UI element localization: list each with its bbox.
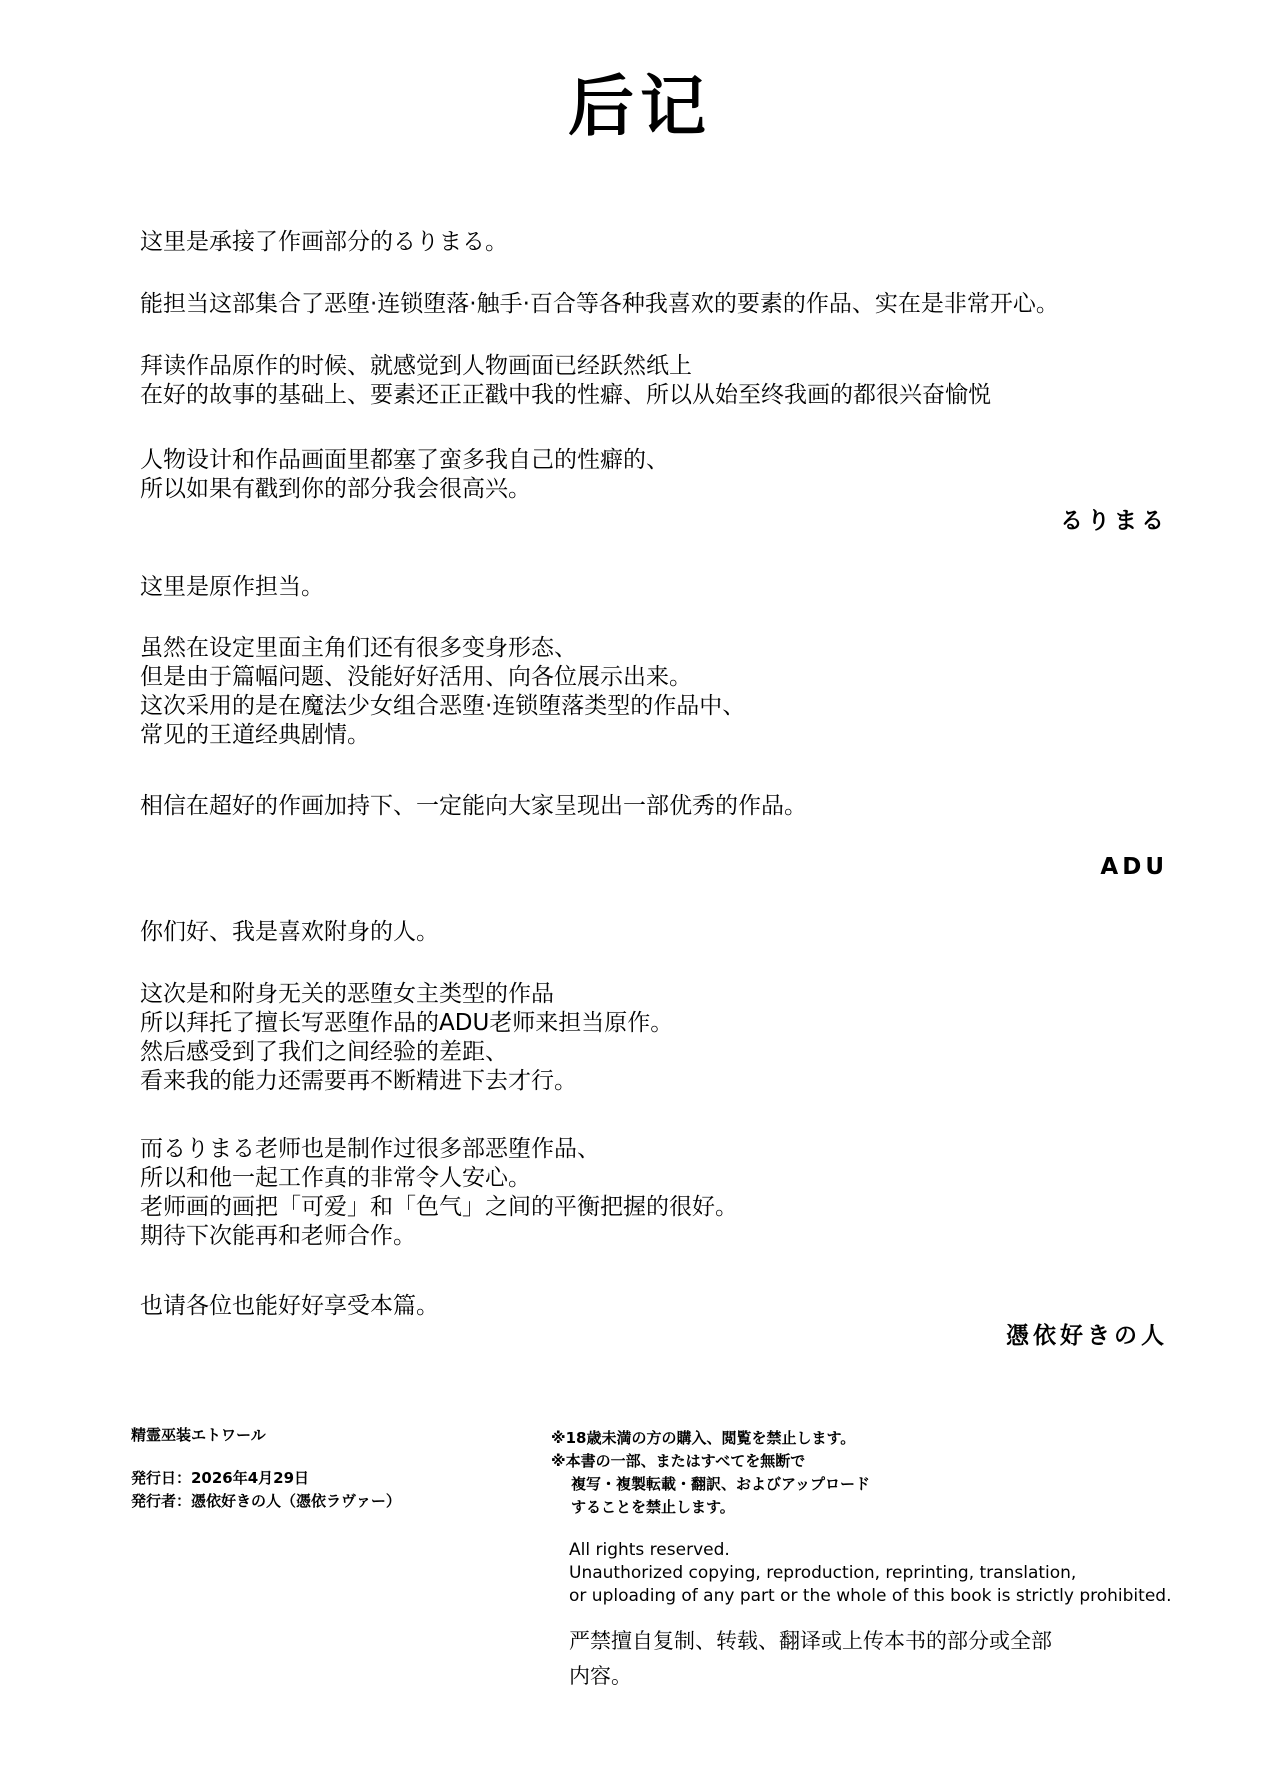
- signature-rurimaru: るりまる: [1060, 508, 1168, 534]
- section-3-para-4: [140, 1292, 1180, 1321]
- copyright-notice-en-2: Unauthorized copying, reproduction, reprinting, translation,: [569, 1563, 1077, 1583]
- text-line: 拜读作品原作的时候、就感觉到人物画面已经跃然纸上: [140, 353, 692, 379]
- text-line: 看来我的能力还需要再不断精进下去才行。: [140, 1068, 577, 1094]
- text-line: 常见的王道经典剧情。: [140, 722, 370, 748]
- section-1-para-3: [140, 352, 1180, 410]
- text-line: 而るりまる老师也是制作过很多部恶堕作品、: [140, 1136, 600, 1162]
- copyright-notice-jp-1: ※本書の一部、またはすべてを無断で: [551, 1452, 806, 1470]
- section-3-para-2: [140, 980, 1180, 1096]
- text-line: 这里是承接了作画部分的るりまる。: [140, 229, 508, 255]
- text-line: 也请各位也能好好享受本篇。: [140, 1293, 439, 1319]
- copyright-notice-cn-1: 严禁擅自复制、转载、翻译或上传本书的部分或全部: [569, 1629, 1052, 1653]
- copyright-notice-jp-2: 複写・複製転載・翻訳、およびアップロード: [571, 1475, 870, 1493]
- signature-hyoui: 憑依好きの人: [1006, 1323, 1168, 1349]
- text-line: 虽然在设定里面主角们还有很多变身形态、: [140, 635, 577, 661]
- copyright-notice-jp-3: することを禁止します。: [571, 1498, 735, 1516]
- text-line: 老师画的画把「可爱」和「色气」之间的平衡把握的很好。: [140, 1194, 738, 1220]
- text-line: 能担当这部集合了恶堕·连锁堕落·触手·百合等各种我喜欢的要素的作品、实在是非常开心。: [140, 291, 1059, 317]
- page-title: 后记: [568, 68, 712, 145]
- book-title: 精霊巫装エトワール: [131, 1426, 266, 1444]
- copyright-notice-en-3: or uploading of any part or the whole of this book is strictly prohibited.: [569, 1586, 1172, 1606]
- text-line: 所以拜托了擅长写恶堕作品的ADU老师来担当原作。: [140, 1010, 674, 1036]
- text-line: 期待下次能再和老师合作。: [140, 1223, 416, 1249]
- age-restriction-notice: ※18歳未満の方の購入、閲覧を禁止します。: [551, 1429, 856, 1447]
- text-line: 这次采用的是在魔法少女组合恶堕·连锁堕落类型的作品中、: [140, 693, 746, 719]
- publisher: 発行者：憑依好きの人（憑依ラヴァー）: [131, 1492, 401, 1510]
- section-3-para-3: [140, 1135, 1180, 1251]
- text-line: 这里是原作担当。: [140, 574, 324, 600]
- copyright-notice-en-1: All rights reserved.: [569, 1540, 730, 1560]
- text-line: 但是由于篇幅问题、没能好好活用、向各位展示出来。: [140, 664, 692, 690]
- section-1-para-1: [140, 228, 1180, 257]
- text-line: 人物设计和作品画面里都塞了蛮多我自己的性癖的、: [140, 447, 669, 473]
- section-1-para-2: [140, 290, 1180, 319]
- text-line: 所以如果有戳到你的部分我会很高兴。: [140, 476, 531, 502]
- text-line: 在好的故事的基础上、要素还正正戳中我的性癖、所以从始至终我画的都很兴奋愉悦: [140, 382, 991, 408]
- publish-date: 発行日：2026年4月29日: [131, 1469, 310, 1487]
- section-2-para-1: [140, 573, 1180, 602]
- section-3-para-1: [140, 918, 1180, 947]
- signature-adu: ADU: [1100, 854, 1168, 880]
- text-line: 然后感受到了我们之间经验的差距、: [140, 1039, 508, 1065]
- text-line: 相信在超好的作画加持下、一定能向大家呈现出一部优秀的作品。: [140, 793, 807, 819]
- copyright-notice-cn-2: 内容。: [569, 1664, 632, 1688]
- section-2-para-3: [140, 792, 1180, 821]
- text-line: 所以和他一起工作真的非常令人安心。: [140, 1165, 531, 1191]
- text-line: 你们好、我是喜欢附身的人。: [140, 919, 439, 945]
- section-1-para-4: [140, 446, 1180, 504]
- section-2-para-2: [140, 634, 1180, 750]
- text-line: 这次是和附身无关的恶堕女主类型的作品: [140, 981, 554, 1007]
